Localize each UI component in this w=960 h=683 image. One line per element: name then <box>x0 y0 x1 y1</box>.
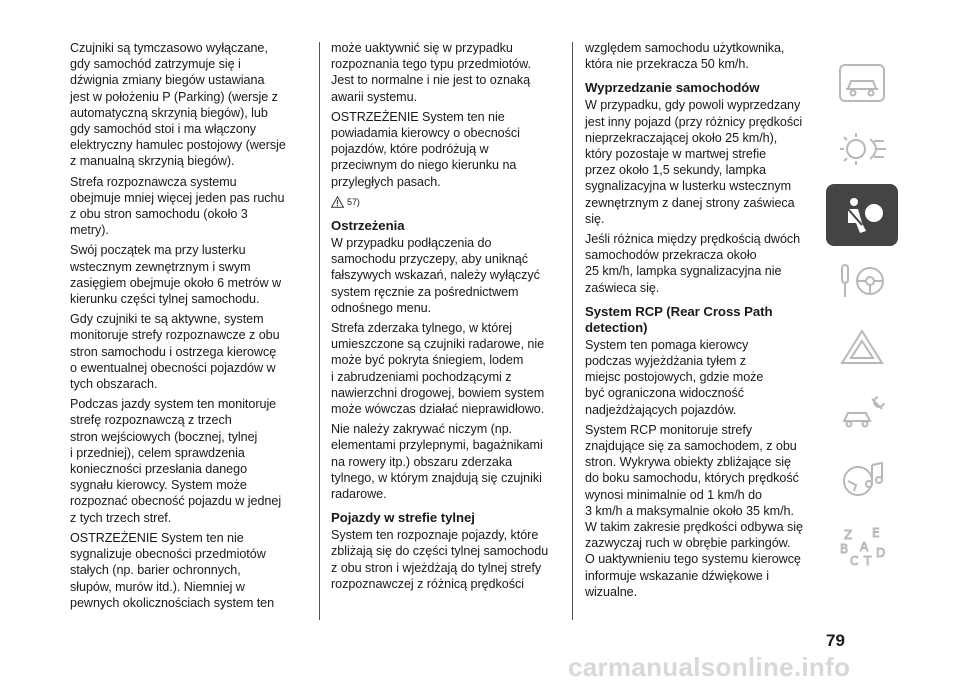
tab-safety[interactable] <box>826 184 898 246</box>
index-letter: D <box>876 546 886 560</box>
section-heading: Wyprzedzanie samochodów <box>585 80 760 96</box>
paragraph: może uaktywnić się w przypadku rozpoznania tego typu przedmiotów. Jest to normalne i nie jest to oznaką awarii systemu. <box>331 41 531 104</box>
paragraph: Swój początek ma przy lusterku wstecznym zewnętrznym i swym zasięgiem obejmuje około 6 metrów w kierunku części tylnej samochodu. <box>70 243 282 307</box>
warning-triangle-icon <box>331 196 344 208</box>
lights-icon <box>836 127 888 171</box>
paragraph: System ten pomaga kierowcy podczas wyjeżdżania tyłem z miejsc postojowych, gdzie może być ograniczona widoczność nadjeżdżających pojazdów. <box>585 337 764 417</box>
warning-triangle-icon <box>836 325 888 369</box>
paragraph: System RCP monitoruje strefy znajdujące się za samochodem, z obu stron. Wykrywa obiekty zbliżające się do boku samochodu, których prędkość wynosi minimalnie od 1 km/h do 3 km/h a maksymalnie około 35 km/h. W takim zakresie prędkości odbywa się zazwyczaj ruch w obrębie parkingów. O uaktywnieniu tego systemu kierowcę informuje wskazanie dźwiękowe i wizualne. <box>585 422 803 599</box>
index-letter: A <box>860 540 869 554</box>
tab-maintenance[interactable] <box>826 382 898 444</box>
index-letter: B <box>840 542 849 556</box>
multimedia-icon <box>836 457 888 501</box>
index-letter: C <box>850 554 859 567</box>
paragraph: Czujniki są tymczasowo wyłączane, gdy samochód zatrzymuje się i dźwignia zmiany biegów ustawiana jest w położeniu P (Parking) (wersje z automatyczną skrzynią biegów), lub gdy samochód stoi i ma włączony elektryczny hamulec postojowy (wersje z manualną skrzynią biegów). <box>70 41 286 169</box>
paragraph: Gdy czujniki te są aktywne, system monitoruje strefy rozpoznawcze z obu stron samochodu i ostrzega kierowcę o ewentualnej obecności pojazdów w tych obszarach. <box>70 312 280 392</box>
key-steering-icon <box>836 259 888 303</box>
page-number: 79 <box>826 631 845 650</box>
paragraph: względem samochodu użytkownika, która nie przekracza 50 km/h. <box>585 41 785 72</box>
seatbelt-airbag-icon <box>836 193 888 237</box>
tab-starting-driving[interactable] <box>826 250 898 312</box>
text-column-1 <box>70 40 302 615</box>
index-letter: T <box>864 554 872 567</box>
index-letter: Z <box>844 528 853 542</box>
paragraph: Strefa rozpoznawcza systemu obejmuje mniej więcej jeden pas ruchu z obu stron samochodu (około 3 metry). <box>70 174 285 238</box>
tab-lights[interactable] <box>826 118 898 180</box>
tab-emergency[interactable] <box>826 316 898 378</box>
chapter-tabs <box>826 52 898 580</box>
column-divider <box>319 42 320 620</box>
paragraph: OSTRZEŻENIE System ten nie powiadamia kierowcy o obecności pojazdów, które podróżują w przeciwnym do niego kierunku na przyległych pasach. <box>331 109 520 189</box>
paragraph: System ten rozpoznaje pojazdy, które zbliżają się do części tylnej samochodu z obu stron i wjeżdżają do tylnej strefy rozpoznawczej z różnicą prędkości <box>331 528 549 591</box>
section-heading: Pojazdy w strefie tylnej <box>331 510 475 526</box>
paragraph: W przypadku, gdy powoli wyprzedzany jest inny pojazd (przy różnicy prędkości nieprzekraczającej około 25 km/h), który pozostaje w martwej strefie przez około 1,5 sekundy, lampka sygnalizacyjna w lusterku wstecznym zewnętrznym z danej strony zaświeca się. <box>585 98 803 226</box>
column-divider <box>572 42 573 620</box>
index-letter: E <box>872 526 880 540</box>
section-heading: System RCP (Rear Cross Path detection) <box>585 303 773 335</box>
text-column-3 <box>585 40 825 604</box>
paragraph: OSTRZEŻENIE System ten nie sygnalizuje obecności przedmiotów stałych (np. barier ochronnych, słupów, murów itd.). Niemniej w pewnych okolicznościach system ten <box>70 530 275 610</box>
text-column-2 <box>331 40 563 596</box>
tab-index[interactable] <box>826 514 898 576</box>
warning-reference <box>331 194 563 210</box>
warning-ref-number: 57) <box>347 196 360 207</box>
wrench-car-icon <box>836 391 888 435</box>
paragraph: Jeśli różnica między prędkością dwóch samochodów przekracza około 25 km/h, lampka sygnalizacyjna nie zaświeca się. <box>585 232 801 295</box>
paragraph: W przypadku podłączenia do samochodu przyczepy, aby uniknąć fałszywych wskazań, należy wyłączyć system ręcznie za pośrednictwem odnośnego menu. <box>331 236 540 315</box>
paragraph: Strefa zderzaka tylnego, w której umieszczone są czujniki radarowe, nie może być pokryta śniegiem, lodem i zabrudzeniami pochodzącymi z nawierzchni drogowej, bowiem system może wówczas działać nieprawidłowo. <box>331 321 545 417</box>
car-info-icon <box>836 61 888 105</box>
tab-vehicle-info[interactable] <box>826 52 898 114</box>
index-letters-icon <box>836 523 888 567</box>
footer-watermark: carmanualsonline.info <box>568 652 851 682</box>
paragraph: Nie należy zakrywać niczym (np. elementami przylepnymi, bagażnikami na rowery itp.) obszaru zderzaka tylnego, w którym znajdują się czujniki radarowe. <box>331 422 543 502</box>
tab-multimedia[interactable] <box>826 448 898 510</box>
section-heading: Ostrzeżenia <box>331 218 405 234</box>
paragraph: Podczas jazdy system ten monitoruje strefę rozpoznawczą z trzech stron wejściowych (bocznej, tylnej i przedniej), celem sprawdzenia konieczności przesłania danego sygnału kierowcy. System może rozpoznać obecność pojazdu w jednej z tych trzech stref. <box>70 397 282 525</box>
